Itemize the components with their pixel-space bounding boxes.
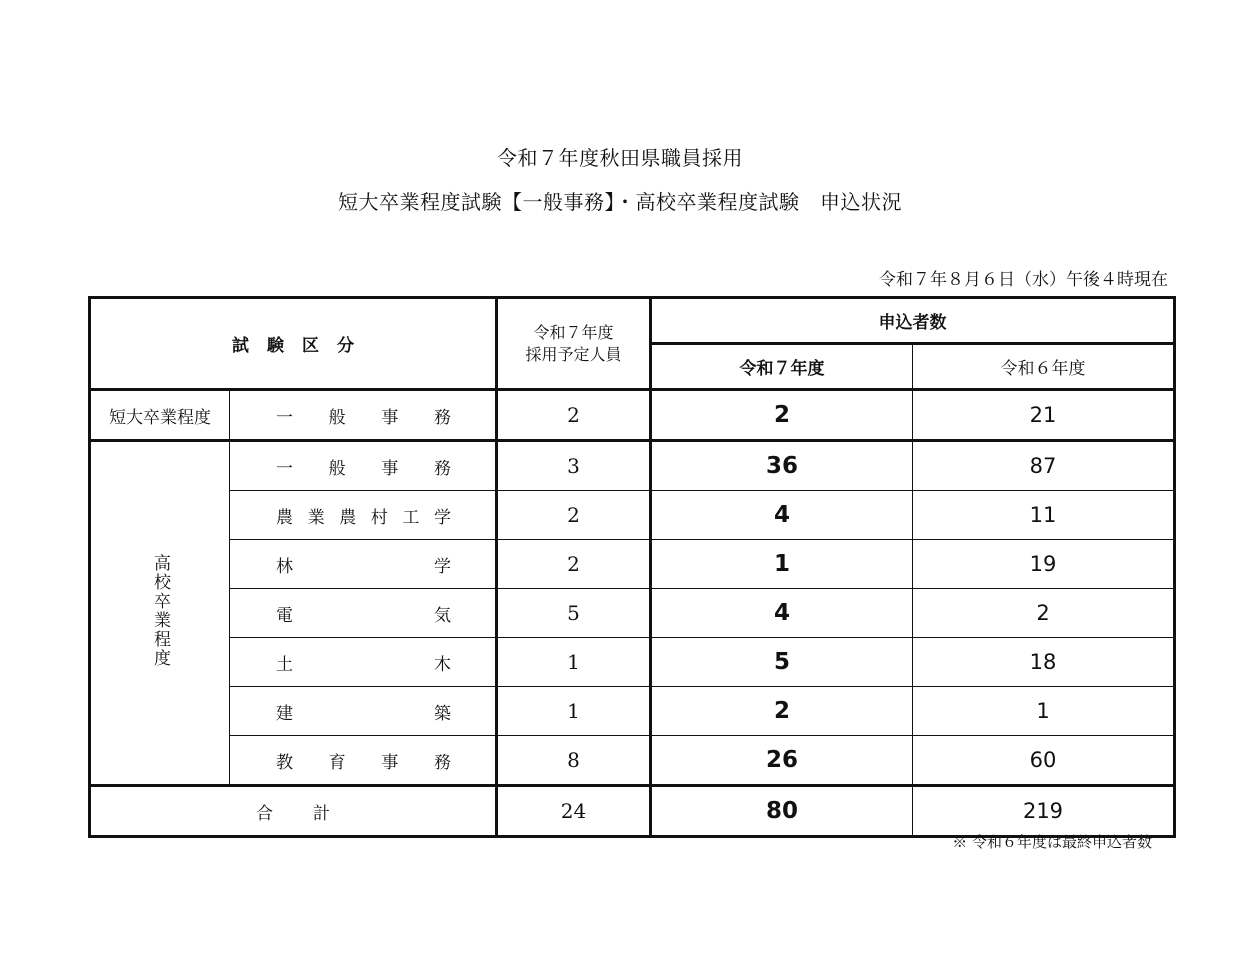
table-row [90, 638, 1175, 687]
applicants-r6-value: 1 [913, 687, 1175, 736]
applicants-r7-value: 5 [651, 638, 913, 687]
planned-hires-value: 5 [497, 589, 651, 638]
as-of-timestamp: 令和７年８月６日（水）午後４時現在 [879, 270, 1168, 290]
applicants-r6-value: 60 [913, 736, 1175, 786]
subject-label: 一般事務 [230, 390, 497, 441]
subject-label: 建築 [230, 687, 497, 736]
applicants-r7-value: 4 [651, 589, 913, 638]
header-exam-category: 試験区分 [90, 298, 497, 390]
planned-hires-value: 2 [497, 540, 651, 589]
applicants-r7-value: 2 [651, 390, 913, 441]
table-row [90, 491, 1175, 540]
header-planned-hires [497, 298, 651, 390]
total-row [90, 786, 1175, 837]
applicants-r6-value: 18 [913, 638, 1175, 687]
applicants-r7-value: 2 [651, 687, 913, 736]
planned-hires-value: 8 [497, 736, 651, 786]
total-applicants-r6: 219 [913, 786, 1175, 837]
table-row [90, 687, 1175, 736]
subject-label: 電気 [230, 589, 497, 638]
table-row [90, 390, 1175, 441]
applicants-r6-value: 2 [913, 589, 1175, 638]
applicants-r6-value: 19 [913, 540, 1175, 589]
table-row [90, 589, 1175, 638]
header-planned-hires-label: 令和７年度 採用予定人員 [525, 322, 622, 364]
total-applicants-r7: 80 [651, 786, 913, 837]
header-r7: 令和７年度 [651, 344, 913, 390]
applicants-r7-value: 4 [651, 491, 913, 540]
subject-label: 農業農村工学 [230, 491, 497, 540]
subject-label: 林学 [230, 540, 497, 589]
subject-label: 土木 [230, 638, 497, 687]
high-school-label-cell [90, 441, 230, 786]
footnote: ※ 令和６年度は最終申込者数 [952, 833, 1152, 851]
total-label: 合計 [90, 786, 497, 837]
header-row-1 [90, 298, 1175, 344]
planned-hires-value: 2 [497, 390, 651, 441]
high-school-label: 高校卒業程度 [150, 554, 170, 668]
applicants-r6-value: 21 [913, 390, 1175, 441]
applicants-r7-value: 1 [651, 540, 913, 589]
header-applicants: 申込者数 [651, 298, 1175, 344]
subject-label: 一般事務 [230, 441, 497, 491]
table-row [90, 540, 1175, 589]
application-status-table [88, 296, 1176, 838]
table-row [90, 736, 1175, 786]
applicants-r6-value: 87 [913, 441, 1175, 491]
total-planned-hires: 24 [497, 786, 651, 837]
applicants-r7-value: 26 [651, 736, 913, 786]
page-subtitle: 短大卒業程度試験【一般事務】・高校卒業程度試験 申込状況 [338, 190, 902, 214]
planned-hires-value: 1 [497, 638, 651, 687]
planned-hires-value: 2 [497, 491, 651, 540]
applicants-r6-value: 11 [913, 491, 1175, 540]
header-r6: 令和６年度 [913, 344, 1175, 390]
planned-hires-value: 1 [497, 687, 651, 736]
planned-hires-value: 3 [497, 441, 651, 491]
subject-label: 教育事務 [230, 736, 497, 786]
page-title: 令和７年度秋田県職員採用 [497, 146, 743, 170]
applicants-r7-value: 36 [651, 441, 913, 491]
table-row [90, 441, 1175, 491]
junior-college-label: 短大卒業程度 [90, 390, 230, 441]
